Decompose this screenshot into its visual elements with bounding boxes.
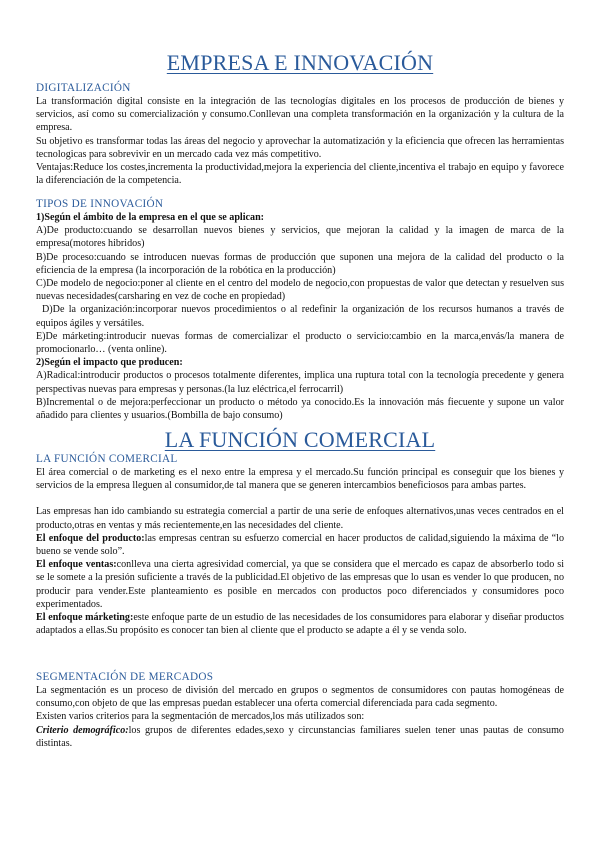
enfoque-producto-label: El enfoque del producto:: [36, 532, 145, 544]
criterio-demografico-text: los grupos de diferentes edades,sexo y circunstancias familiares suelen tener unas pautas de consumo distintas.: [36, 724, 564, 749]
funcion-comercial-body: [36, 466, 564, 637]
heading-tipos-innovacion: TIPOS DE INNOVACIÓN: [36, 198, 164, 210]
tipo-producto: A)De producto:cuando se desarrollan nuevos bienes y servicios, que mejoran la calidad y la imagen de marca de la empresa(motores hibridos): [36, 225, 564, 250]
tipo-modelo-negocio: C)De modelo de negocio:poner al cliente en el centro del modelo de negocio,con propuestas de valor que detectan y resuelven sus nuevas necesidades(carsharing en vez de coche en propiedad): [36, 278, 564, 303]
heading-segmentacion: SEGMENTACIÓN DE MERCADOS: [36, 671, 214, 683]
tipos-innovacion-body: [36, 211, 564, 422]
funcion-paragraph-1: El área comercial o de marketing es el nexo entre la empresa y el mercado.Su función principal es conseguir que los bienes y servicios de la empresa lleguen al consumidor,de tal manera que se generen intercambios beneficiosos para ambas partes.: [36, 467, 564, 492]
criterio-demografico-label: Criterio demográfico:: [36, 724, 129, 736]
enfoque-ventas-text: conlleva una cierta agresividad comercial, ya que se considera que el mercado es capaz de absorberlo todo si se le somete a la presión suficiente a través de la publicidad.El objetivo de las empresas que lo usan es vender lo que producen, no producir para vender.Este planteamiento es posible en mercados con productos poco diferenciados y consumidores poco experimentados.: [36, 559, 564, 610]
enfoque-marketing-text: este enfoque parte de un estudio de las necesidades de los consumidores para elaborar y diseñar productos adaptados a ellas.Su propósito es conocer tan bien al cliente que el producto se adapte a él y se venda solo.: [36, 612, 564, 637]
enfoque-producto-text: las empresas centran su esfuerzo comercial en hacer productos de calidad,siguiendo la máxima de “lo bueno se vende solo”.: [36, 532, 565, 558]
enfoque-ventas-label: El enfoque ventas:: [36, 559, 117, 571]
main-title-funcion-comercial: LA FUNCIÓN COMERCIAL: [164, 427, 436, 452]
enfoque-marketing: [36, 611, 564, 637]
heading-digitalizacion: DIGITALIZACIÓN: [36, 82, 131, 94]
criterio-demografico: [36, 724, 564, 750]
tipo-incremental: B)Incremental o de mejora:perfeccionar un producto o método ya conocido.Es la innovación más fiecuente y supone un valor añadido para clientes y usuarios.(Bombilla de bajo consumo): [36, 396, 564, 422]
digitalizacion-paragraph-2: Su objetivo es transformar todas las áreas del negocio y aprovechar la automatización y la eficiencia que ofrecen las herramientas tecnologicas para sobrevivir en un mercado cada vez más competitivo.: [36, 135, 564, 160]
digitalizacion-body: [36, 95, 564, 187]
tipo-organizacion: D)De la organización:incorporar nuevos procedimientos o al redefinir la organización de los recursos humanos a través de equipos ágiles y versátiles.: [36, 304, 564, 329]
tipo-proceso: B)De proceso:cuando se introducen nuevas formas de producción que suponen una mejora de la calidad del producto o la eficiencia de la empresa (la incorporación de la robótica en la producción): [36, 251, 564, 276]
funcion-paragraph-2: Las empresas han ido cambiando su estrategia comercial a partir de una serie de enfoques alternativos,unas veces centrados en el producto,otras en ventas y más recientemente,en las necesidades del cliente.: [36, 506, 564, 531]
tipo-marketing: E)De márketing:introducir nuevas formas de comercializar el producto o servicio:cambio en la marca,envás/la manera de promocionarlo… (venta online).: [36, 330, 564, 356]
tipos-subheading-ambito: 1)Según el ámbito de la empresa en el que se aplican:: [36, 212, 265, 223]
digitalizacion-paragraph-1: La transformación digital consiste en la integración de las tecnologías digitales en los procesos de producción de bienes y servicios, así como su comercialización y consumo.Conllevan una completa transformación en la organización y la cultura de la empresa.: [36, 96, 564, 134]
enfoque-marketing-label: El enfoque márketing:: [36, 612, 134, 624]
heading-funcion-comercial: LA FUNCIÓN COMERCIAL: [36, 453, 178, 465]
segmentacion-body: [36, 684, 564, 750]
segmentacion-paragraph-2: Existen varios criterios para la segmentación de mercados,los más utilizados son:: [36, 711, 365, 723]
segmentacion-paragraph-1: La segmentación es un proceso de división del mercado en grupos o segmentos de consumidores con pautas homogéneas de consumo,con objeto de que las empresas puedan establecer una oferta comercial diferenciada para cada segmento.: [36, 685, 564, 710]
tipo-radical: A)Radical:introducir productos o procesos totalmente diferentes, implica una ruptura total con la tecnología precedente y genera perspectivas nuevas para empresas y personas.(la luz eléctrica,el ferrocarril): [36, 370, 564, 395]
enfoque-producto: [36, 532, 564, 558]
digitalizacion-paragraph-3: Ventajas:Reduce los costes,incrementa la productividad,mejora la experiencia del cliente,incentiva el trabajo en equipo y favorece la diferenciación de la competencia.: [36, 162, 564, 187]
main-title-empresa: EMPRESA E INNOVACIÓN: [166, 50, 434, 75]
tipos-subheading-impacto: 2)Según el impacto que producen:: [36, 357, 183, 369]
enfoque-ventas: [36, 558, 564, 611]
